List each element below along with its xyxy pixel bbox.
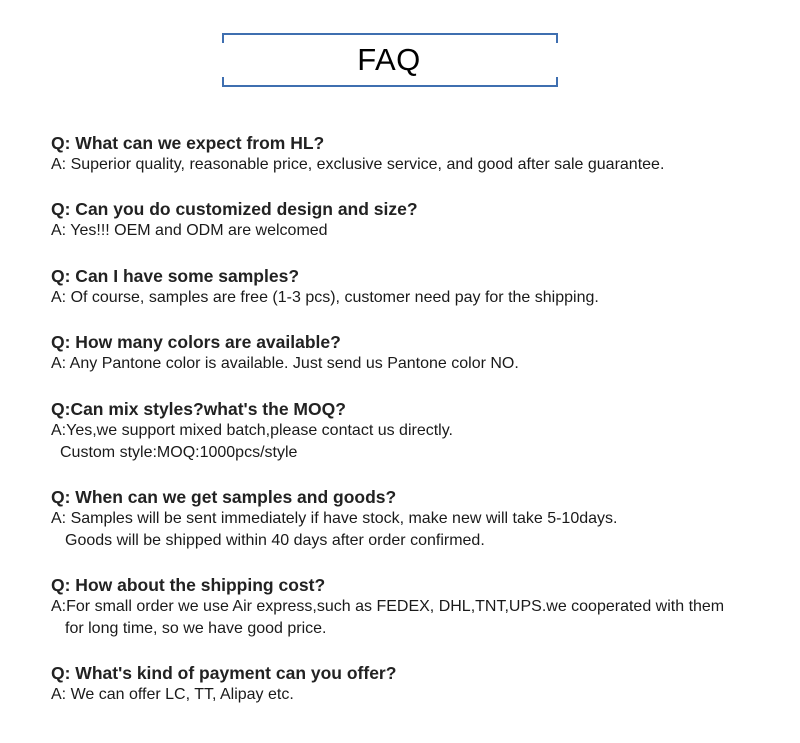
page-title: FAQ [357, 42, 421, 77]
faq-item-delivery [51, 486, 796, 552]
faq-item-moq [51, 398, 796, 464]
faq-question: Q: What can we expect from HL? [51, 133, 325, 153]
faq-answer: A: Superior quality, reasonable price, exclusive service, and good after sale guarantee. [51, 156, 665, 173]
faq-question: Q: How about the shipping cost? [51, 575, 326, 595]
faq-answer: A: Samples will be sent immediately if have stock, make new will take 5-10days. [51, 510, 618, 527]
faq-question: Q:Can mix styles?what's the MOQ? [51, 399, 346, 419]
faq-answer: A:For small order we use Air express,such as FEDEX, DHL,TNT,UPS.we cooperated with them [51, 598, 725, 615]
faq-item-payment [51, 662, 796, 706]
faq-answer: A: Of course, samples are free (1-3 pcs), customer need pay for the shipping. [51, 289, 599, 306]
faq-item-samples [51, 265, 796, 309]
faq-question: Q: Can you do customized design and size? [51, 199, 418, 219]
faq-item-customization [51, 198, 796, 242]
faq-answer-continued: Goods will be shipped within 40 days after order confirmed. [65, 532, 485, 549]
faq-answer: A:Yes,we support mixed batch,please contact us directly. [51, 422, 453, 439]
faq-answer-continued: for long time, so we have good price. [65, 620, 327, 637]
faq-item-colors [51, 331, 796, 375]
faq-question: Q: Can I have some samples? [51, 266, 300, 286]
faq-answer-continued: Custom style:MOQ:1000pcs/style [60, 444, 298, 461]
faq-answer: A: Any Pantone color is available. Just send us Pantone color NO. [51, 355, 519, 372]
faq-question: Q: How many colors are available? [51, 332, 341, 352]
faq-answer: A: We can offer LC, TT, Alipay etc. [51, 686, 294, 703]
faq-answer: A: Yes!!! OEM and ODM are welcomed [51, 222, 328, 239]
faq-item-shipping [51, 574, 796, 640]
title-bracket-bottom [222, 77, 558, 87]
faq-question: Q: What's kind of payment can you offer? [51, 663, 397, 683]
faq-question: Q: When can we get samples and goods? [51, 487, 397, 507]
faq-title-frame [222, 33, 556, 87]
faq-item-expectations [51, 132, 796, 176]
